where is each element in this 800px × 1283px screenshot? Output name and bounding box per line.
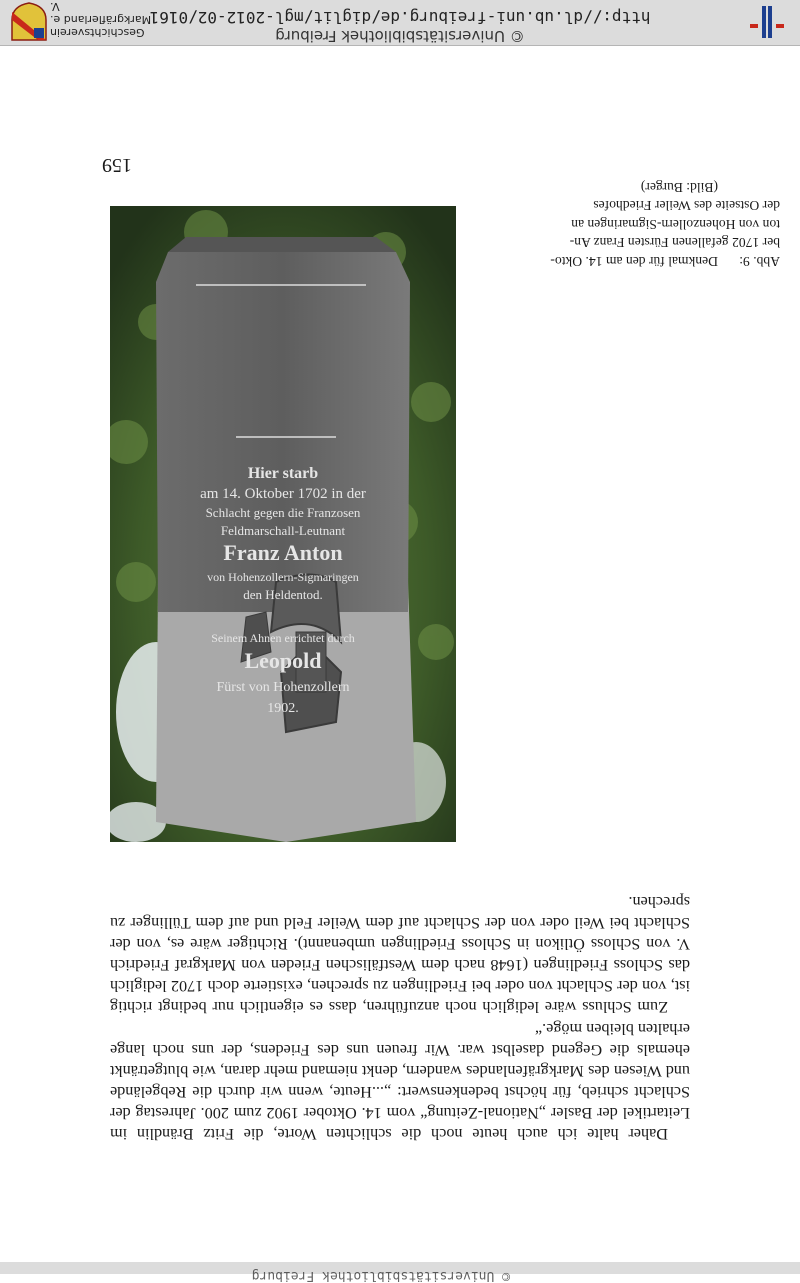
plaque-line: Fürst von Hohenzollern (216, 680, 350, 695)
stone-top (168, 237, 396, 252)
society-crest-icon (10, 2, 48, 42)
top-toolbar (0, 1262, 800, 1283)
plaque-line: Feldmarschall-Leutnant (220, 523, 346, 538)
caption-line-1 (468, 252, 780, 271)
plaque-line: Franz Anton (223, 540, 343, 565)
plaque-line: von Hohenzollern-Sigmaringen (207, 570, 359, 584)
paragraph-2: Zum Schluss wäre lediglich noch anzuführen, dass es eigentlich nur bedingt richtig ist, von der Schlacht von oder bei Friedlingen zu sprechen, existierte doch 1702 lediglich das Schloss Friedlingen (1648 nach dem Westfälischen Frieden von Markgraf Friedrich V. von Schloss Ötlikon in Schloss Friedlingen umbenannt). Richtiger wäre es, von der Schlacht bei Weil oder von der Schlacht auf dem Weiler Feld und auf dem Tüllinger zu sprechen. (110, 892, 690, 1017)
caption-line-2: ber 1702 gefallenen Fürsten Franz An- (569, 235, 780, 251)
page-number: 159 (102, 154, 132, 176)
caption-line-3: ton von Hohenzollern-Sigmaringen an (571, 217, 780, 232)
university-library-logo-icon[interactable] (748, 2, 786, 42)
body-text (110, 891, 690, 1144)
plaque-line: Hier starb (247, 465, 319, 482)
digital-library-toolbar (0, 0, 800, 46)
plaque-line: Schlacht gegen die Franzosen (205, 505, 361, 520)
figure-caption (468, 178, 780, 271)
top-toolbar-text: © Universitätsbibliothek Freiburg (251, 1268, 510, 1283)
caption-line-4: der Ostseite des Weiler Friedhofes (593, 198, 780, 214)
caption-label: Abb. 9: (739, 254, 780, 269)
society-name-line-1: Geschichtsverein (50, 26, 145, 39)
plaque-line: Seinem Ahnen errichtet durch (211, 631, 355, 645)
caption-credit: (Bild: Burger) (640, 180, 718, 195)
caption-text: Denkmal für den am 14. Okto- (550, 254, 718, 269)
plaque-line: den Heldentod. (243, 587, 323, 602)
society-name (50, 0, 160, 39)
society-name-line-2: Markgräflerland e. V. (50, 0, 152, 26)
plaque-line: 1902. (267, 701, 299, 716)
plaque-line: Leopold (244, 648, 322, 673)
copyright-text: © Universitätsbibliothek Freiburg (275, 27, 525, 45)
memorial-photo (110, 206, 456, 842)
plaque-line: am 14. Oktober 1702 in der (200, 486, 366, 502)
paragraph-1: Daher halte ich auch heute noch die schlichten Worte, die Fritz Brändlin im Leitartikel der Basler „National-Zeitung“ vom 14. Oktober 1902 zum 200. Jahrestag der Schlacht schrieb, für höchst bedenkenswert: „...Heute, wenn wir durch die Rebgelände und Wiesen des Markgräfenlandes wandern, denkt niemand mehr daran, wie blutgetränkt ehemals die Gegend daselbst war. Wir freuen uns des Friedens, der uns noch lange erhalten bleiben möge.“ (110, 1019, 690, 1143)
permalink-url[interactable]: http://dl.ub.uni-freiburg.de/diglit/mgl-2012-02/0161 (149, 8, 651, 27)
